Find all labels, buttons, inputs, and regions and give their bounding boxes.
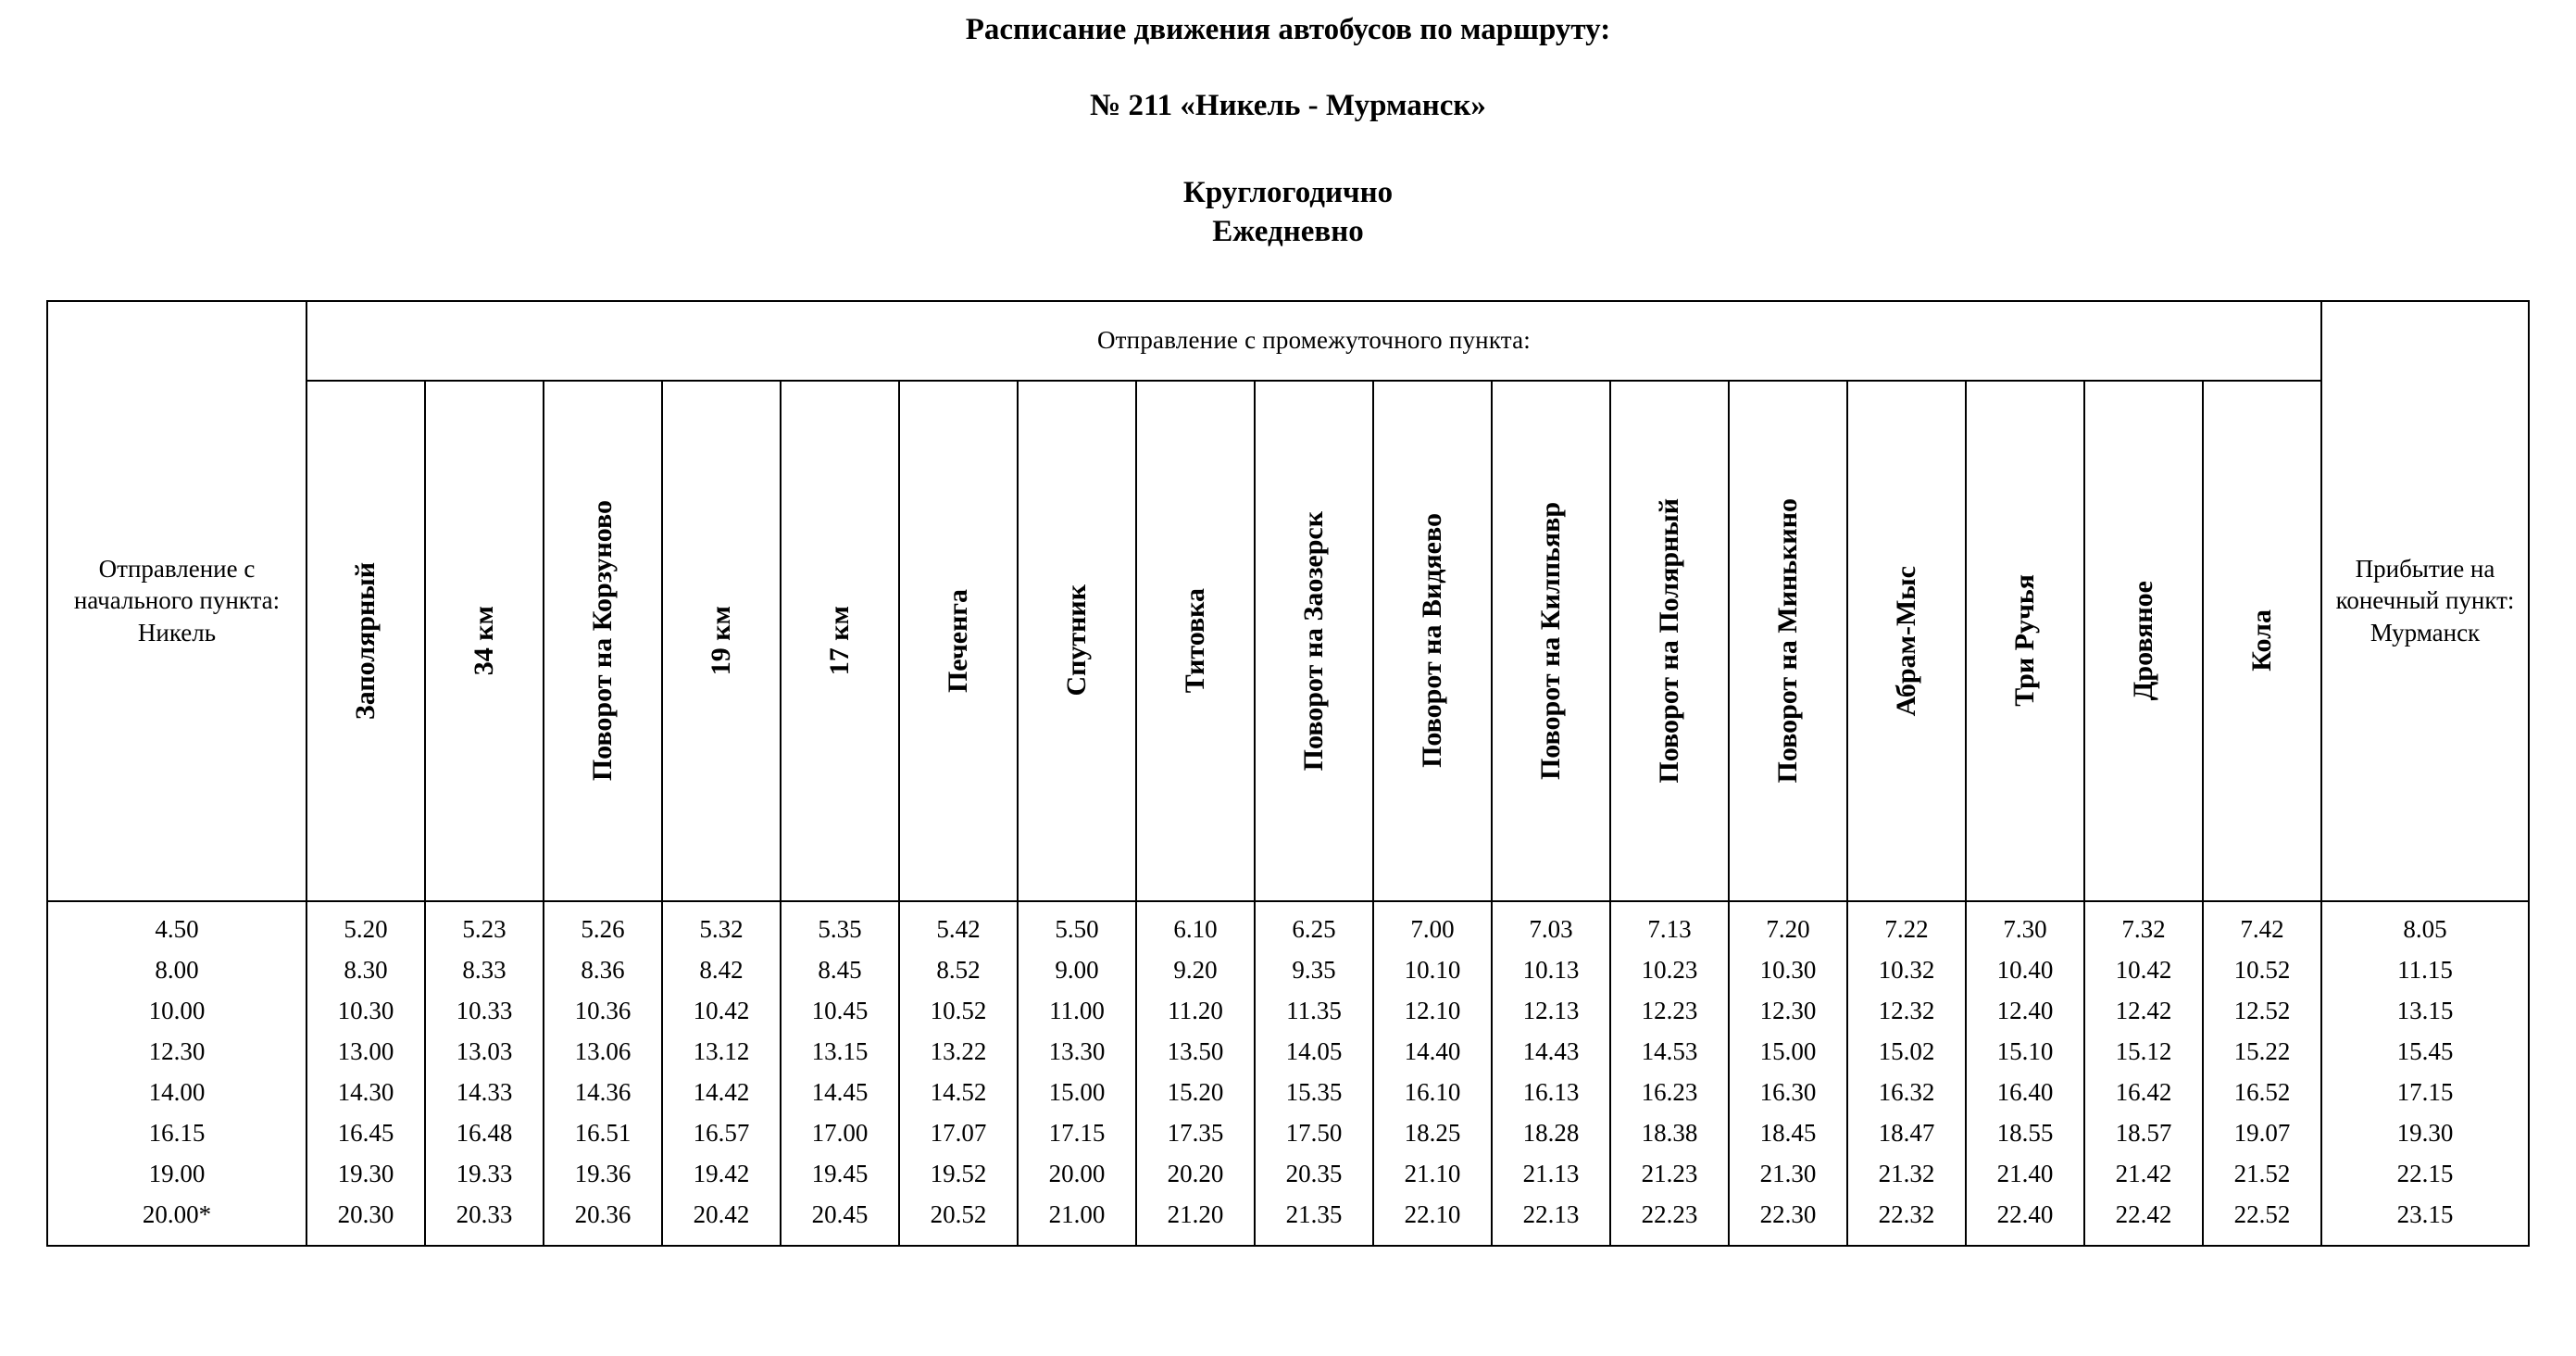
cell-stop-11: 22.23 [1610, 1195, 1729, 1246]
cell-stop-4: 17.00 [781, 1113, 899, 1154]
cell-stop-8: 21.35 [1255, 1195, 1373, 1246]
cell-stop-2: 13.06 [544, 1032, 662, 1073]
stop-header-16: Кола [2203, 381, 2321, 901]
cell-stop-0: 8.30 [306, 950, 425, 991]
cell-stop-15: 18.57 [2084, 1113, 2203, 1154]
cell-end: 23.15 [2321, 1195, 2529, 1246]
cell-stop-3: 5.32 [662, 901, 781, 950]
table-row [47, 1154, 2529, 1195]
stop-header-9: Поворот на Видяево [1373, 381, 1492, 901]
cell-start: 16.15 [47, 1113, 306, 1154]
cell-start: 19.00 [47, 1154, 306, 1195]
cell-stop-11: 10.23 [1610, 950, 1729, 991]
cell-stop-1: 16.48 [425, 1113, 544, 1154]
cell-stop-15: 10.42 [2084, 950, 2203, 991]
cell-stop-10: 21.13 [1492, 1154, 1610, 1195]
stop-header-5: Печенга [899, 381, 1018, 901]
cell-start: 20.00* [47, 1195, 306, 1246]
cell-stop-0: 13.00 [306, 1032, 425, 1073]
cell-stop-13: 22.32 [1847, 1195, 1966, 1246]
cell-stop-10: 16.13 [1492, 1073, 1610, 1113]
cell-stop-6: 5.50 [1018, 901, 1136, 950]
cell-stop-12: 10.30 [1729, 950, 1847, 991]
cell-start: 10.00 [47, 991, 306, 1032]
cell-stop-9: 12.10 [1373, 991, 1492, 1032]
cell-stop-14: 21.40 [1966, 1154, 2084, 1195]
cell-stop-11: 12.23 [1610, 991, 1729, 1032]
cell-stop-3: 10.42 [662, 991, 781, 1032]
cell-stop-12: 16.30 [1729, 1073, 1847, 1113]
cell-stop-10: 7.03 [1492, 901, 1610, 950]
cell-stop-11: 18.38 [1610, 1113, 1729, 1154]
cell-stop-8: 11.35 [1255, 991, 1373, 1032]
end-point-header: Прибытие на конечный пункт: Мурманск [2321, 301, 2529, 901]
cell-stop-5: 13.22 [899, 1032, 1018, 1073]
cell-stop-9: 16.10 [1373, 1073, 1492, 1113]
cell-stop-16: 7.42 [2203, 901, 2321, 950]
cell-stop-13: 15.02 [1847, 1032, 1966, 1073]
cell-stop-14: 18.55 [1966, 1113, 2084, 1154]
cell-stop-8: 6.25 [1255, 901, 1373, 950]
stop-header-15: Дровяное [2084, 381, 2203, 901]
cell-stop-0: 19.30 [306, 1154, 425, 1195]
cell-end: 13.15 [2321, 991, 2529, 1032]
cell-stop-16: 19.07 [2203, 1113, 2321, 1154]
cell-stop-8: 17.50 [1255, 1113, 1373, 1154]
cell-stop-12: 22.30 [1729, 1195, 1847, 1246]
cell-stop-3: 13.12 [662, 1032, 781, 1073]
cell-stop-14: 16.40 [1966, 1073, 2084, 1113]
cell-stop-11: 21.23 [1610, 1154, 1729, 1195]
cell-stop-5: 19.52 [899, 1154, 1018, 1195]
stop-header-13: Абрам-Мыс [1847, 381, 1966, 901]
cell-stop-15: 21.42 [2084, 1154, 2203, 1195]
cell-stop-2: 10.36 [544, 991, 662, 1032]
cell-stop-16: 15.22 [2203, 1032, 2321, 1073]
cell-end: 8.05 [2321, 901, 2529, 950]
intermediate-group-header: Отправление с промежуточного пункта: [306, 301, 2321, 381]
cell-stop-5: 5.42 [899, 901, 1018, 950]
schedule-table [46, 300, 2530, 1247]
cell-stop-8: 15.35 [1255, 1073, 1373, 1113]
cell-stop-11: 14.53 [1610, 1032, 1729, 1073]
stop-header-0: Заполярный [306, 381, 425, 901]
header-row-stops [47, 381, 2529, 901]
cell-stop-13: 7.22 [1847, 901, 1966, 950]
stop-header-1: 34 км [425, 381, 544, 901]
cell-stop-2: 20.36 [544, 1195, 662, 1246]
cell-stop-0: 16.45 [306, 1113, 425, 1154]
cell-stop-3: 8.42 [662, 950, 781, 991]
cell-end: 22.15 [2321, 1154, 2529, 1195]
period-title: Круглогодично [1182, 175, 1394, 209]
cell-stop-1: 14.33 [425, 1073, 544, 1113]
cell-stop-3: 16.57 [662, 1113, 781, 1154]
stop-header-11: Поворот на Полярный [1610, 381, 1729, 901]
cell-stop-6: 13.30 [1018, 1032, 1136, 1073]
cell-stop-8: 20.35 [1255, 1154, 1373, 1195]
cell-stop-16: 12.52 [2203, 991, 2321, 1032]
cell-stop-7: 13.50 [1136, 1032, 1255, 1073]
cell-stop-9: 10.10 [1373, 950, 1492, 991]
cell-stop-7: 11.20 [1136, 991, 1255, 1032]
cell-stop-2: 5.26 [544, 901, 662, 950]
cell-stop-1: 10.33 [425, 991, 544, 1032]
cell-stop-12: 12.30 [1729, 991, 1847, 1032]
cell-stop-14: 10.40 [1966, 950, 2084, 991]
page-title: Расписание движения автобусов по маршруту: [965, 13, 1611, 46]
cell-stop-3: 19.42 [662, 1154, 781, 1195]
cell-stop-5: 10.52 [899, 991, 1018, 1032]
cell-stop-9: 21.10 [1373, 1154, 1492, 1195]
cell-stop-12: 18.45 [1729, 1113, 1847, 1154]
stop-header-2: Поворот на Корзуново [544, 381, 662, 901]
cell-stop-6: 9.00 [1018, 950, 1136, 991]
cell-stop-9: 7.00 [1373, 901, 1492, 950]
cell-stop-12: 21.30 [1729, 1154, 1847, 1195]
cell-stop-10: 18.28 [1492, 1113, 1610, 1154]
cell-stop-1: 20.33 [425, 1195, 544, 1246]
cell-stop-4: 20.45 [781, 1195, 899, 1246]
stop-header-12: Поворот на Минькино [1729, 381, 1847, 901]
cell-stop-15: 7.32 [2084, 901, 2203, 950]
stop-header-8: Поворот на Заозерск [1255, 381, 1373, 901]
cell-stop-16: 22.52 [2203, 1195, 2321, 1246]
cell-stop-1: 5.23 [425, 901, 544, 950]
stop-header-14: Три Ручья [1966, 381, 2084, 901]
cell-stop-11: 16.23 [1610, 1073, 1729, 1113]
cell-stop-10: 10.13 [1492, 950, 1610, 991]
cell-stop-6: 20.00 [1018, 1154, 1136, 1195]
stop-header-10: Поворот на Килпьявр [1492, 381, 1610, 901]
cell-stop-14: 22.40 [1966, 1195, 2084, 1246]
cell-stop-14: 15.10 [1966, 1032, 2084, 1073]
cell-start: 4.50 [47, 901, 306, 950]
cell-stop-15: 12.42 [2084, 991, 2203, 1032]
cell-stop-7: 6.10 [1136, 901, 1255, 950]
cell-stop-9: 14.40 [1373, 1032, 1492, 1073]
cell-stop-9: 18.25 [1373, 1113, 1492, 1154]
cell-stop-4: 13.15 [781, 1032, 899, 1073]
cell-stop-13: 18.47 [1847, 1113, 1966, 1154]
stop-header-3: 19 км [662, 381, 781, 901]
cell-stop-16: 21.52 [2203, 1154, 2321, 1195]
cell-stop-13: 12.32 [1847, 991, 1966, 1032]
cell-stop-8: 9.35 [1255, 950, 1373, 991]
cell-stop-3: 20.42 [662, 1195, 781, 1246]
cell-stop-15: 15.12 [2084, 1032, 2203, 1073]
cell-stop-8: 14.05 [1255, 1032, 1373, 1073]
cell-stop-11: 7.13 [1610, 901, 1729, 950]
cell-stop-5: 17.07 [899, 1113, 1018, 1154]
start-point-header: Отправление с начального пункта: Никель [47, 301, 306, 901]
cell-start: 12.30 [47, 1032, 306, 1073]
cell-stop-0: 20.30 [306, 1195, 425, 1246]
cell-stop-10: 14.43 [1492, 1032, 1610, 1073]
table-row [47, 1113, 2529, 1154]
cell-stop-1: 19.33 [425, 1154, 544, 1195]
table-row [47, 991, 2529, 1032]
cell-stop-6: 17.15 [1018, 1113, 1136, 1154]
cell-stop-3: 14.42 [662, 1073, 781, 1113]
table-row [47, 901, 2529, 950]
cell-stop-15: 22.42 [2084, 1195, 2203, 1246]
cell-stop-4: 10.45 [781, 991, 899, 1032]
table-head [47, 301, 2529, 901]
frequency-title: Ежедневно [1212, 214, 1364, 248]
cell-stop-7: 20.20 [1136, 1154, 1255, 1195]
cell-stop-6: 11.00 [1018, 991, 1136, 1032]
cell-stop-10: 22.13 [1492, 1195, 1610, 1246]
cell-start: 8.00 [47, 950, 306, 991]
cell-end: 17.15 [2321, 1073, 2529, 1113]
cell-stop-7: 15.20 [1136, 1073, 1255, 1113]
cell-stop-0: 5.20 [306, 901, 425, 950]
cell-stop-16: 10.52 [2203, 950, 2321, 991]
cell-stop-4: 5.35 [781, 901, 899, 950]
cell-stop-2: 14.36 [544, 1073, 662, 1113]
cell-end: 15.45 [2321, 1032, 2529, 1073]
cell-stop-6: 21.00 [1018, 1195, 1136, 1246]
cell-stop-2: 19.36 [544, 1154, 662, 1195]
stop-header-6: Спутник [1018, 381, 1136, 901]
cell-stop-15: 16.42 [2084, 1073, 2203, 1113]
cell-stop-0: 10.30 [306, 991, 425, 1032]
cell-stop-16: 16.52 [2203, 1073, 2321, 1113]
cell-stop-5: 20.52 [899, 1195, 1018, 1246]
cell-end: 11.15 [2321, 950, 2529, 991]
cell-stop-13: 21.32 [1847, 1154, 1966, 1195]
cell-stop-7: 17.35 [1136, 1113, 1255, 1154]
table-row [47, 950, 2529, 991]
cell-stop-13: 16.32 [1847, 1073, 1966, 1113]
cell-start: 14.00 [47, 1073, 306, 1113]
schedule-table-wrap [46, 300, 2530, 1247]
cell-stop-12: 7.20 [1729, 901, 1847, 950]
table-row [47, 1032, 2529, 1073]
cell-end: 19.30 [2321, 1113, 2529, 1154]
cell-stop-5: 14.52 [899, 1073, 1018, 1113]
cell-stop-5: 8.52 [899, 950, 1018, 991]
stop-header-7: Титовка [1136, 381, 1255, 901]
cell-stop-1: 13.03 [425, 1032, 544, 1073]
cell-stop-4: 19.45 [781, 1154, 899, 1195]
cell-stop-0: 14.30 [306, 1073, 425, 1113]
table-row [47, 1195, 2529, 1246]
route-title: № 211 «Никель - Мурманск» [1090, 88, 1486, 122]
cell-stop-1: 8.33 [425, 950, 544, 991]
cell-stop-7: 9.20 [1136, 950, 1255, 991]
cell-stop-4: 8.45 [781, 950, 899, 991]
cell-stop-14: 12.40 [1966, 991, 2084, 1032]
table-body [47, 901, 2529, 1246]
cell-stop-2: 8.36 [544, 950, 662, 991]
cell-stop-14: 7.30 [1966, 901, 2084, 950]
cell-stop-4: 14.45 [781, 1073, 899, 1113]
cell-stop-6: 15.00 [1018, 1073, 1136, 1113]
title-block [0, 0, 2576, 250]
cell-stop-9: 22.10 [1373, 1195, 1492, 1246]
cell-stop-7: 21.20 [1136, 1195, 1255, 1246]
cell-stop-2: 16.51 [544, 1113, 662, 1154]
cell-stop-13: 10.32 [1847, 950, 1966, 991]
stop-header-4: 17 км [781, 381, 899, 901]
header-row-group [47, 301, 2529, 381]
cell-stop-12: 15.00 [1729, 1032, 1847, 1073]
table-row [47, 1073, 2529, 1113]
cell-stop-10: 12.13 [1492, 991, 1610, 1032]
